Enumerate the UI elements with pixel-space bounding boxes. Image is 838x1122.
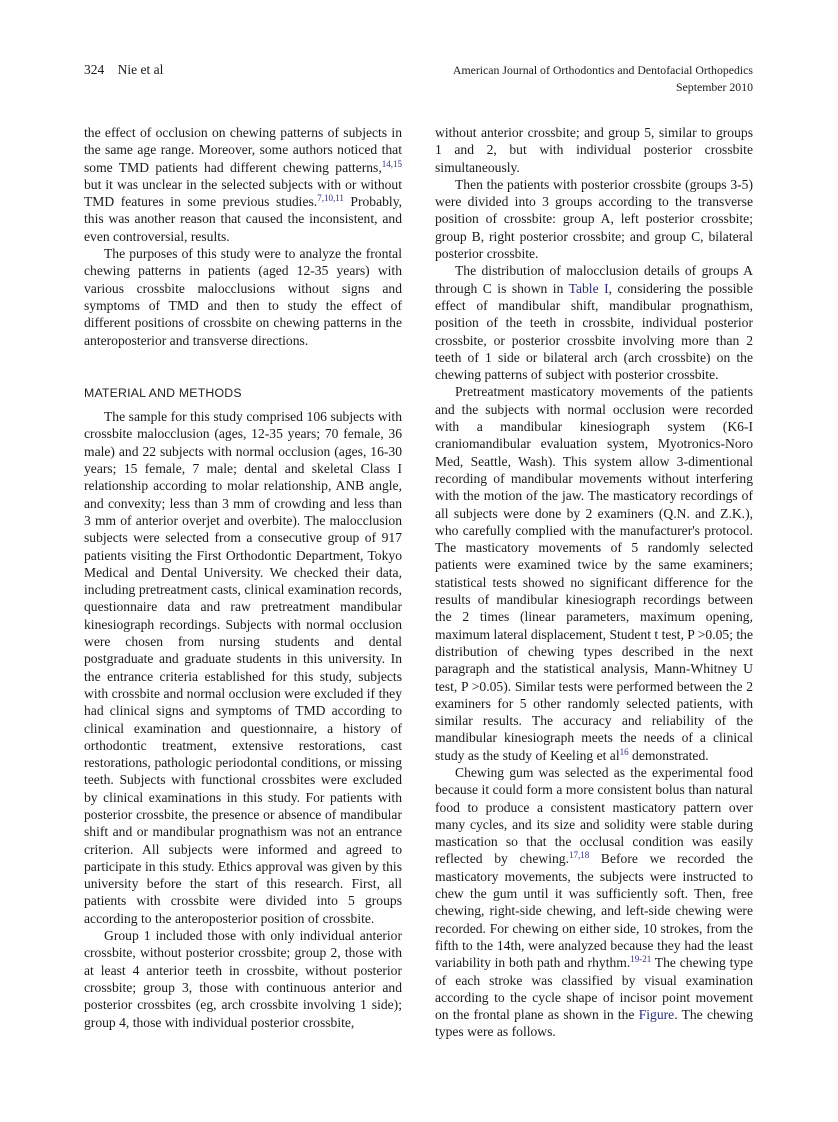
running-header-left [84, 62, 163, 78]
paragraph: Pretreatment masticatory movements of the patients and the subjects with normal occlusion were recorded with a mandibular kinesiograph system (K6-I craniomandibular evaluation system, Myotronics-Noro Med, Seattle, Wash). This system allow 3-dimentional recording of mandibular movements without interfering with the motion of the jaw. The masticatory recordings of all subjects were done by 2 examiners (Q.N. and Z.K.), who carefully complied with the manufacturer's protocol. The masticatory movements of 5 randomly selected patients were examined twice by the same examiners; statistical tests showed no significant difference for the results of mandibular kinesiograph recordings between the 2 times (linear parameters, maximum opening, maximum lateral displacement, Student t test, P >0.05; the distribution of chewing types described in the next paragraph and the statistical analysis, Mann-Whitney U test, P >0.05). Similar tests were performed between the 2 examiners for 5 other randomly selected patients, with similar results. The accuracy and reliability of the mandibular kinesiograph meets the needs of a clinical study as the study of Keeling et $al^{16}$ demonstrated. [435, 384, 753, 763]
paragraph: Group 1 included those with only individual anterior crossbite, without posterior crossbite; group 2, those with at least 4 anterior teeth in crossbite, without posterior crossbite; group 3, those with continuous anterior and posterior crossbites (eg, arch crossbite involving 1 side); group 4, those with individual posterior crossbite, [84, 928, 402, 1030]
citation-link[interactable]: 14,15 [381, 158, 402, 169]
page-number: 324 [84, 62, 105, 77]
paragraph: Then the patients with posterior crossbite (groups 3-5) were divided into 3 groups according to the transverse position of crossbite: group A, left posterior crossbite; group B, right posterior crossbite; and group C, bilateral posterior crossbite. [435, 176, 753, 262]
journal-title: American Journal of Orthodontics and Dentofacial Orthopedics [452, 63, 753, 77]
citation-link[interactable]: 19-21 [630, 954, 652, 965]
table-link[interactable]: Table I [568, 280, 609, 296]
paragraph: the effect of occlusion on chewing patterns of subjects in the same age range. Moreover, some authors noticed that some TMD patients had different chewing patterns,$^{14,15}$ but it was unclear in the selected subjects with or without TMD features in some previous studies.$^{7,10,11}$ Probably, this was another reason that caused the inconsistent, and even controversial, results. [84, 125, 403, 244]
paragraph: without anterior crossbite; and group 5, similar to groups 1 and 2, but with individual posterior crossbite simultaneously. [435, 125, 753, 175]
issue-date: September 2010 [676, 80, 753, 94]
author-line: Nie et al [117, 62, 164, 77]
paragraph: The sample for this study comprised 106 subjects with crossbite malocclusion (ages, 12-35 years; 70 female, 36 male) and 22 subjects with normal occlusion (ages, 16-30 years; 15 female, 7 male; dental and skeletal Class I relationship according to molar relationship, ANB angle, and convexity; less than 3 mm of crowding and less than 3 mm of anterior overjet and overbite). The malocclusion subjects were selected from a consecutive group of 917 patients visiting the First Orthodontic Department, Tokyo Medical and Dental University. We checked their data, including pretreatment casts, clinical examination records, questionnaire data and raw pretreatment mandibular kinesiograph recordings. Subjects with normal occlusion were chosen from nursing students and dental postgraduate and graduate students in this university. In the entrance criteria established for this study, subjects with crossbite and normal occlusion were excluded if they had clinical signs and symptoms of TMD according to clinical examination and questionnaire, a history of orthodontic treatment, extensive restorations, cast restorations, pathologic periodontal conditions, or missing teeth. Subjects with functional crossbites were excluded by clinical examinations in this study. For patients with posterior crossbite, the presence or absence of mandibular shift and or mandibular prognathism was not an entrance criterion. All subjects were informed and agreed to participate in this study. Ethics approval was given by this university before the start of this research. First, all patients with crossbite were divided into 5 groups according to the anteroposterior position of crossbite. [84, 409, 402, 926]
paragraph: The purposes of this study were to analyze the frontal chewing patterns in patients (aged 12-35 years) with various crossbite malocclusions without signs and symptoms of TMD and then to study the effect of different positions of crossbite on chewing patterns in the anteroposterior and transverse directions. [84, 246, 402, 348]
running-header-right [453, 62, 753, 96]
paragraph: The distribution of malocclusion details of groups A through C is shown in Table I, considering the possible effect of mandibular shift, mandibular prognathism, position of the teeth in crossbite, individual posterior crossbite, or posterior crossbite involving more than 2 teeth of 1 side or bilateral arch (arch crossbite) on the chewing patterns of subject with posterior crossbite. [435, 263, 754, 383]
paragraph: Chewing gum was selected as the experimental food because it could form a more consistent bolus than natural food to produce a consistent masticatory pattern over many cycles, and its size and solidity were stable during mastication so that the occlusal condition was easily reflected by chewing.$^{17,18}$ Before we recorded the masticatory movements, the subjects were instructed to chew the gum until it was sufficiently soft. Then, free chewing, right-side chewing, and left-side chewing were recorded. For chewing on either side, 10 strokes, from the fifth to the 14th, were analyzed because they had the least variability in both path and rhythm.$^{19-21}$ The chewing type of each stroke was classified by visual examination according to the cycle shape of incisor point movement on the frontal plane as shown in the Figure. The chewing types were as follows. [435, 764, 753, 1040]
citation-link[interactable]: 7,10,11 [317, 193, 344, 204]
citation-link[interactable]: 16 [619, 746, 629, 757]
figure-link[interactable]: Figure [638, 1007, 675, 1023]
section-heading: MATERIAL AND METHODS [84, 385, 242, 400]
right-column [435, 124, 753, 1041]
left-column [84, 124, 402, 1031]
citation-link[interactable]: 17,18 [568, 850, 590, 861]
